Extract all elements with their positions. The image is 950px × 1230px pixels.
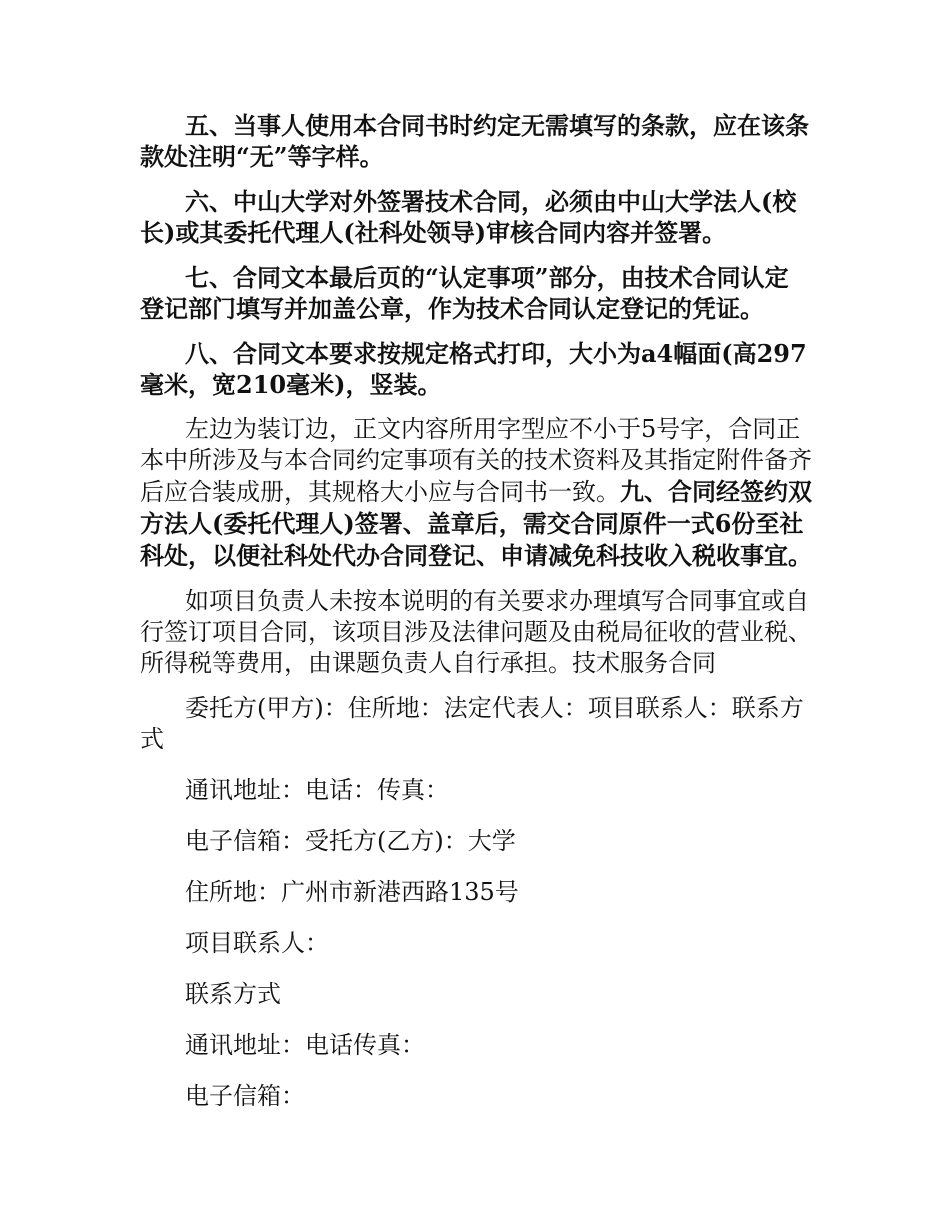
contractor-contact-method: 联系方式 (185, 980, 281, 1008)
contractor-email-line: 电子信箱： (185, 1082, 305, 1110)
clause-7: 七、合同文本最后页的“认定事项”部分，由技术合同认定登记部门填写并加盖公章，作为技术合同认定登记的凭证。 (140, 263, 789, 323)
contractor-contact-person: 项目联系人： (185, 929, 329, 957)
clause-9: 九、合同经签约双方法人(委托代理人)签署、盖章后，需交合同原件一式6份至社科处，以便社科处代办合同登记、申请减免科技收入税收事宜。 (140, 477, 812, 570)
contractor-comm-line: 通讯地址：电话传真： (185, 1031, 425, 1059)
clause-5: 五、当事人使用本合同书时约定无需填写的条款，应在该条款处注明“无”等字样。 (140, 111, 809, 171)
liability-paragraph: 如项目负责人未按本说明的有关要求办理填写合同事宜或自行签订项目合同，该项目涉及法律问题及由税局征收的营业税、所得税等费用，由课题负责人自行承担。技术服务合同 (140, 587, 812, 677)
client-info: 委托方(甲方)：住所地：法定代表人：项目联系人：联系方式 (140, 694, 804, 753)
contractor-address: 住所地：广州市新港西路135号 (185, 878, 519, 906)
binding-paragraph (140, 414, 812, 572)
client-email-line: 电子信箱：受托方(乙方)：大学 (185, 827, 516, 855)
clause-6: 六、中山大学对外签署技术合同，必须由中山大学法人(校长)或其委托代理人(社科处领导)审核合同内容并签署。 (140, 187, 797, 247)
binding-text: 左边为装订边，正文内容所用字型应不小于5号字，合同正本中所涉及与本合同约定事项有关的技术资料及其指定附件备齐后应合装成册，其规格大小应与合同书一致。 (140, 415, 812, 506)
client-contact-line: 通讯地址：电话：传真： (185, 776, 449, 804)
document-page (140, 110, 812, 1126)
clause-8: 八、合同文本要求按规定格式打印，大小为a4幅面(高297毫米，宽210毫米)，竖装。 (140, 339, 807, 399)
